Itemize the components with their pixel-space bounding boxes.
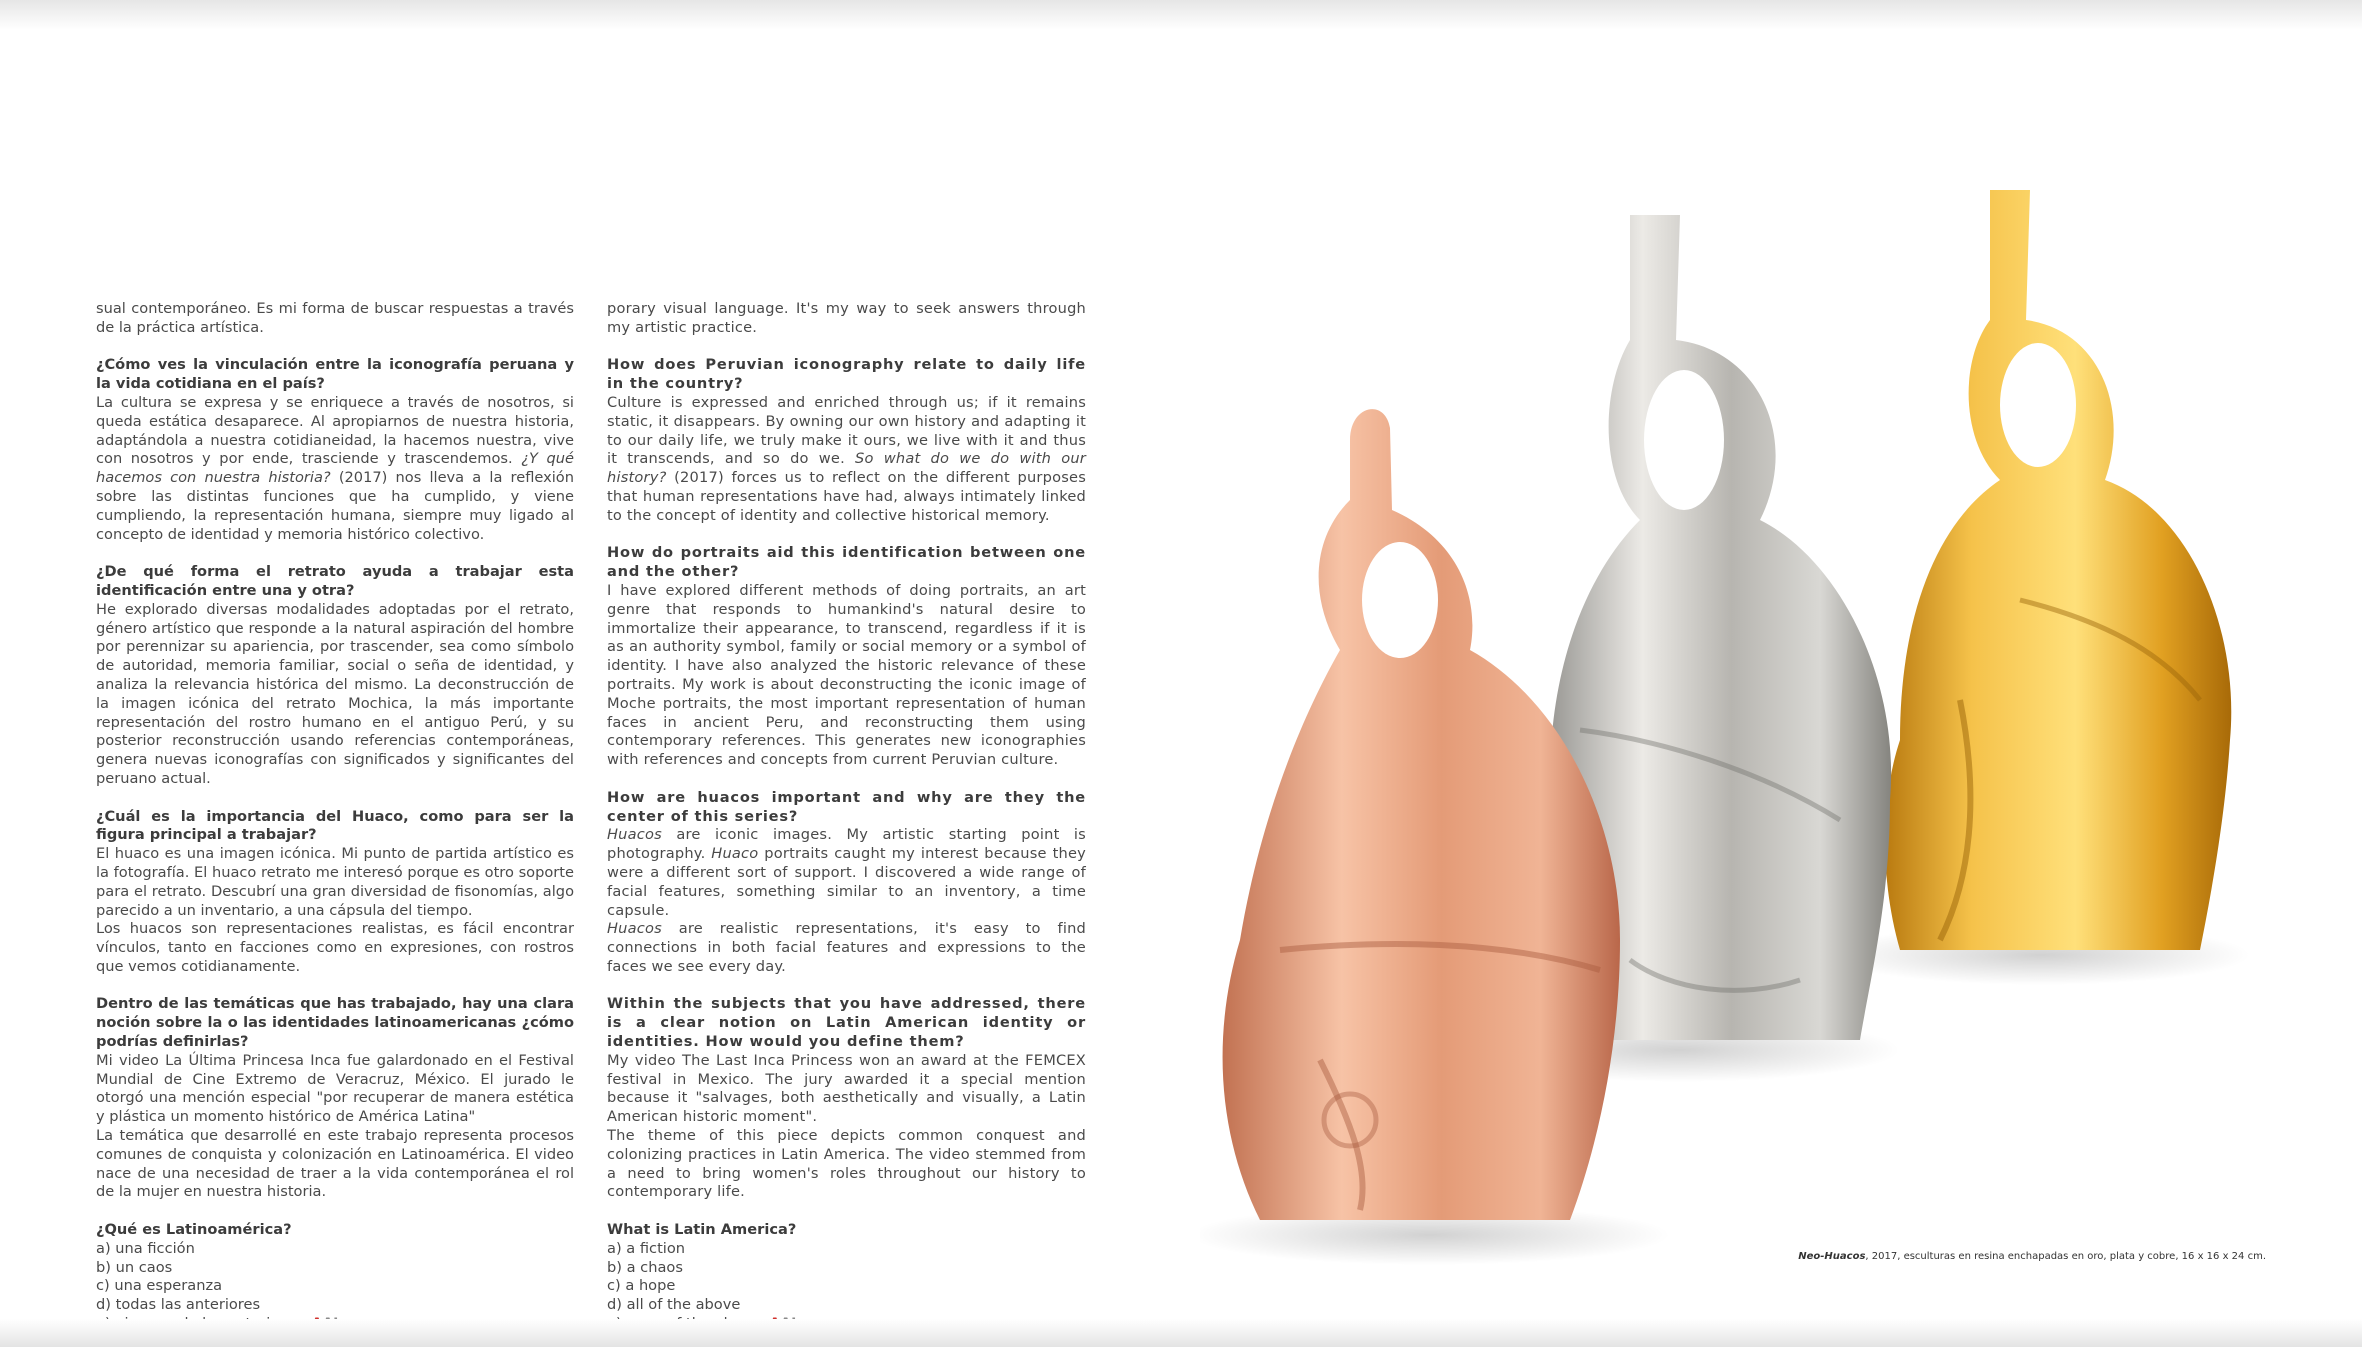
qa-block-es-4	[96, 995, 574, 1202]
page-bottom-edge	[0, 1319, 2362, 1347]
english-column	[607, 300, 1086, 1353]
qa-block-en-4	[607, 995, 1086, 1202]
intro-paragraph-es: sual contemporáneo. Es mi forma de buscar respuestas a través de la práctica artística.	[96, 300, 574, 336]
answer-en-1: Culture is expressed and enriched through us; if it remains static, it disappears. By owning our own history and adapting it to our daily life, we truly make it ours, we live with it and thus it transcends, and so do we. So what do we do with our history? (2017) forces us to reflect on the different purposes that human representations have had, always intimately linked to the concept of identity and collective historical memory.	[607, 393, 1086, 524]
qa-block-en-3	[607, 789, 1086, 977]
qa-block-es-3	[96, 808, 574, 977]
final-question-en: What is Latin America? a) a fiction b) a chaos c) a hope d) all of the above	[607, 1221, 1086, 1334]
neo-huacos-photo	[1200, 180, 2330, 1270]
option-en: b) a chaos	[607, 1258, 683, 1276]
question-en-3: How are huacos important and why are they the center of this series?	[607, 788, 1086, 825]
option-en: c) a hope	[607, 1277, 676, 1295]
option-en: d) all of the above	[607, 1296, 741, 1314]
copper-huaco-sculpture	[1200, 409, 1670, 1265]
intro-paragraph-en: porary visual language. It's my way to seek answers through my artistic practice.	[607, 300, 1086, 336]
qa-block-es-1	[96, 356, 574, 544]
answer-en-4: My video The Last Inca Princess won an award at the FEMCEX festival in Mexico. The jury awarded it a special mention because it "salvages, both aesthetically and visually, a Latin American historic moment".	[607, 1051, 1086, 1126]
qa-block-es-2	[96, 563, 574, 789]
answer-es-3b: Los huacos son representaciones realistas, es fácil encontrar vínculos, tanto en facciones como en expresiones, con rostros que vemos cotidianamente.	[96, 920, 574, 975]
photo-caption: Neo-Huacos, 2017, esculturas en resina enchapadas en oro, plata y cobre, 16 x 16 x 24 cm.	[1798, 1251, 2266, 1262]
question-es-2: ¿De qué forma el retrato ayuda a trabajar esta identificación entre una y otra?	[96, 563, 574, 599]
answer-es-4b: La temática que desarrollé en este trabajo representa procesos comunes de conquista y colonización en Latinoamérica. El video nace de una necesidad de traer a la vida contemporánea el rol de la mujer en nuestra historia.	[96, 1127, 574, 1201]
option-es: b) un caos	[96, 1258, 173, 1276]
answer-en-3: Huacos are iconic images. My artistic starting point is photography. Huaco portraits caught my interest because they were a different sort of support. I discovered a wide range of facial features, something similar to an inventory, a time capsule.	[607, 826, 1086, 919]
final-question-es: ¿Qué es Latinoamérica? a) una ficción b) un caos c) una esperanza d) todas las anteriores	[96, 1221, 574, 1334]
option-en: a) a fiction	[607, 1239, 686, 1257]
answer-es-4: Mi video La Última Princesa Inca fue galardonado en el Festival Mundial de Cine Extremo de Veracruz, México. El jurado le otorgó una mención especial "por recuperar de manera estética y plástica un momento histórico de América Latina"	[96, 1051, 574, 1126]
question-en-1: How does Peruvian iconography relate to daily life in the country?	[607, 356, 1086, 393]
answer-es-2: He explorado diversas modalidades adoptadas por el retrato, género artístico que responde a la natural aspiración del hombre por perennizar su apariencia, por trascender, sea como símbolo de autoridad, memoria familiar, social o seña de identidad, y analiza la relevancia histórica del mismo. La deconstrucción de la imagen icónica del retrato Mochica, la más importante representación del rostro humano en el antiguo Perú, y su posterior reconstrucción usando referencias contemporáneas, genera nuevas iconografías con significados y significantes del peruano actual.	[96, 600, 574, 787]
question-es-3: ¿Cuál es la importancia del Huaco, como para ser la figura principal a trabajar?	[96, 807, 574, 844]
qa-block-en-1	[607, 356, 1086, 525]
page-top-edge	[0, 0, 2362, 30]
option-es: a) una ficción	[96, 1239, 195, 1257]
qa-block-en-2	[607, 544, 1086, 770]
gold-huaco-sculpture	[1830, 190, 2250, 985]
answer-en-3b: Huacos are realistic representations, it's easy to find connections in both facial features and expressions to the faces we see every day.	[607, 920, 1086, 975]
answer-es-3: El huaco es una imagen icónica. Mi punto de partida artístico es la fotografía. El huaco retrato me interesó porque es otro soporte para el retrato. Descubrí una gran diversidad de fisonomías, algo parecido a un inventario, a una cápsula del tiempo.	[96, 845, 574, 919]
answer-en-2: I have explored different methods of doing portraits, an art genre that responds to humankind's natural desire to immortalize their appearance, to transcend, regardless if it is as an authority symbol, family or social memory or a symbol of identity. I have also analyzed the historic relevance of these portraits. My work is about deconstructing the iconic image of Moche portraits, the most important representation of human faces in ancient Peru, and reconstructing them using contemporary references. This generates new iconographies with references and concepts from current Peruvian culture.	[607, 581, 1086, 769]
question-es-4: Dentro de las temáticas que has trabajado, hay una clara noción sobre la o las identidades latinoamericanas ¿cómo podrías definirlas?	[96, 995, 574, 1051]
answer-es-1: La cultura se expresa y se enriquece a través de nosotros, si queda estática desaparece. Al apropiarnos de nuestra historia, adaptándola a nuestra cotidianeidad, la hacemos nuestra, vive con nosotros y por ende, trasciende y trascendemos. ¿Y qué hacemos con nuestra historia? (2017) nos lleva a la reflexión sobre las distintas funciones que ha cumplido, y viene cumpliendo, la representación humana, siempre muy ligado al concepto de identidad y memoria histórico colectivo.	[96, 393, 574, 543]
question-es-1: ¿Cómo ves la vinculación entre la iconografía peruana y la vida cotidiana en el país?	[96, 356, 574, 393]
spanish-column	[96, 300, 574, 1353]
answer-en-4b: The theme of this piece depicts common conquest and colonizing practices in Latin America. The video stemmed from a need to bring women's roles throughout our history to contemporary life.	[607, 1127, 1086, 1201]
option-es: c) una esperanza	[96, 1277, 223, 1295]
question-en-2: How do portraits aid this identification between one and the other?	[607, 544, 1086, 581]
question-en-4: Within the subjects that you have addressed, there is a clear notion on Latin American identity or identities. How would you define them?	[607, 995, 1086, 1051]
option-es: d) todas las anteriores	[96, 1296, 261, 1314]
